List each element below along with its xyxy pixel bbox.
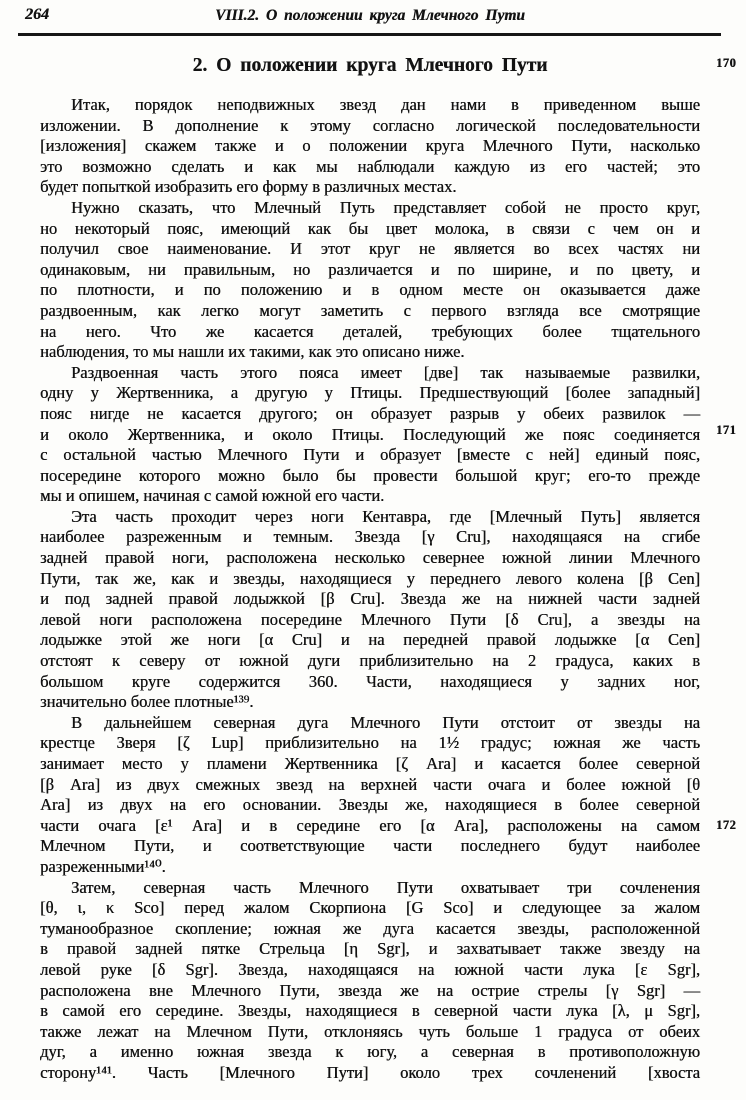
text-line: Эта часть проходит через ноги Кентавра, где [Млечный Путь] является	[71, 506, 700, 526]
text-line: на него. Что же касается деталей, требующих более тщательного	[40, 321, 700, 341]
text-line: и под задней правой лодыжкой [β Cru]. Звезда же на нижней части задней	[40, 589, 700, 609]
text-line: значительно более плотные¹³⁹.	[40, 692, 254, 712]
paragraph-3	[40, 363, 700, 507]
margin-number-170: 170	[716, 56, 737, 70]
text-line: В дальнейшем северная дуга Млечного Пути отстоит от звезды на	[71, 712, 700, 732]
text-line: но некоторый пояс, имеющий как бы цвет молока, в связи с чем он и	[40, 218, 700, 238]
text-line: левой руке [δ Sgr]. Звезда, находящаяся на южной части лука [ε Sgr],	[40, 959, 700, 979]
section-title: 2. О положении круга Млечного Пути	[192, 55, 548, 76]
text-line: части очага [ε¹ Ara] и в середине его [α Ara], расположены на самом	[40, 815, 700, 835]
page-number: 264	[25, 6, 49, 23]
text-line: [β Ara] из двух смежных звезд на верхней части очага и более южной [θ	[40, 774, 700, 794]
text-line: по плотности, и по положению и в одном месте он оказывается даже	[40, 280, 700, 300]
text-line: посередине которого можно было бы провести большой круг; его-то прежде	[40, 465, 700, 485]
paragraph-6	[40, 878, 700, 1084]
text-line: Ara] из двух на его основании. Звезды же, находящиеся в более северной	[40, 795, 700, 815]
header-rule	[18, 33, 721, 36]
text-line: одинаковым, ни правильным, но различается и по ширине, и по цвету, и	[40, 259, 700, 279]
margin-number-172: 172	[716, 818, 737, 832]
paragraph-4	[40, 507, 700, 713]
text-line: разреженными¹⁴⁰.	[40, 856, 166, 876]
text-line: Млечном Пути, и соответствующие части последнего будут наиболее	[40, 836, 700, 856]
text-line: туманообразное скопление; южная же дуга касается звезды, расположенной	[40, 918, 700, 938]
text-line: большом круге содержится 360. Части, находящиеся у задних ног,	[40, 671, 700, 691]
text-line: лодыжке этой же ноги [α Cru] и на передней правой лодыжке [α Cen]	[40, 630, 700, 650]
body-text	[40, 95, 700, 1084]
text-line: занимает место у пламени Жертвенника [ζ Ara] и касается более северной	[40, 754, 700, 773]
text-line: в самой его середине. Звезды, находящиеся в северной части лука [λ, μ Sgr],	[40, 1001, 700, 1021]
page-header	[0, 6, 746, 30]
text-line: одну у Жертвенника, а другую у Птицы. Предшествующий [более западный]	[40, 383, 700, 403]
text-line: [изложения] скажем также и о положении круга Млечного Пути, насколько	[40, 136, 700, 156]
text-line: задней правой ноги, расположена несколько севернее южной линии Млечного	[40, 548, 700, 568]
text-line: и около Жертвенника, и около Птицы. Последующий же пояс соединяется	[40, 424, 700, 444]
running-title: VIII.2. О положении круга Млечного Пути	[215, 7, 525, 24]
text-line: Затем, северная часть Млечного Пути охватывает три сочленения	[71, 877, 700, 897]
text-line: Пути, так же, как и звезды, находящиеся у переднего левого колена [β Cen]	[40, 568, 700, 588]
text-line: крестце Зверя [ζ Lup] приблизительно на 1½ градус; южная же часть	[40, 733, 700, 753]
text-line: будет попыткой изобразить его форму в различных местах.	[40, 177, 457, 197]
text-line: Раздвоенная часть этого пояса имеет [две] так называемые развилки,	[71, 362, 700, 382]
text-line: [θ, ι, κ Sco] перед жалом Скорпиона [G Sco] и следующее за жалом	[40, 898, 700, 918]
margin-number-171: 171	[716, 423, 737, 437]
text-line: с остальной частью Млечного Пути и образует [вместе с ней] единый пояс,	[40, 445, 700, 465]
text-line: левой ноги расположена посередине Млечного Пути [δ Cru], а звезды на	[40, 609, 700, 629]
text-line: также лежат на Млечном Пути, отклоняясь чуть больше 1 градуса от обеих	[40, 1021, 700, 1041]
text-line: изложении. В дополнение к этому согласно логической последовательности	[40, 115, 700, 135]
paragraph-5	[40, 713, 700, 878]
text-line: сторону¹⁴¹. Часть [Млечного Пути] около трех сочленений [хвоста	[40, 1062, 700, 1082]
paragraph-1	[40, 95, 700, 198]
text-line: наиболее разреженным и темным. Звезда [γ Cru], находящаяся на сгибе	[40, 527, 700, 547]
text-line: мы и опишем, начиная с самой южной его части.	[40, 486, 385, 506]
text-line: дуг, а именно южная звезда к югу, а северная в противоположную	[40, 1042, 700, 1062]
text-line: раздвоенным, как легко могут заметить с первого взгляда все смотрящие	[40, 300, 700, 320]
text-line: получил свое наименование. И этот круг не является во всех частях ни	[40, 239, 700, 259]
text-line: в правой задней пятке Стрельца [η Sgr], и захватывает также звезду на	[40, 939, 700, 959]
paragraph-2	[40, 198, 700, 363]
text-line: Итак, порядок неподвижных звезд дан нами в приведенном выше	[71, 95, 700, 114]
text-line: расположена вне Млечного Пути, звезда же на острие стрелы [γ Sgr] —	[40, 980, 700, 1000]
text-line: пояс нигде не касается другого; он образует разрыв у обеих развилок —	[40, 403, 700, 423]
text-line: наблюдения, то мы нашли их такими, как это описано ниже.	[40, 342, 465, 362]
text-line: Нужно сказать, что Млечный Путь представляет собой не просто круг,	[71, 197, 700, 217]
text-line: это возможно сделать и как мы наблюдали каждую из его частей; это	[40, 156, 700, 176]
text-line: отстоят к северу от южной дуги приблизительно на 2 градуса, каких в	[40, 651, 700, 671]
